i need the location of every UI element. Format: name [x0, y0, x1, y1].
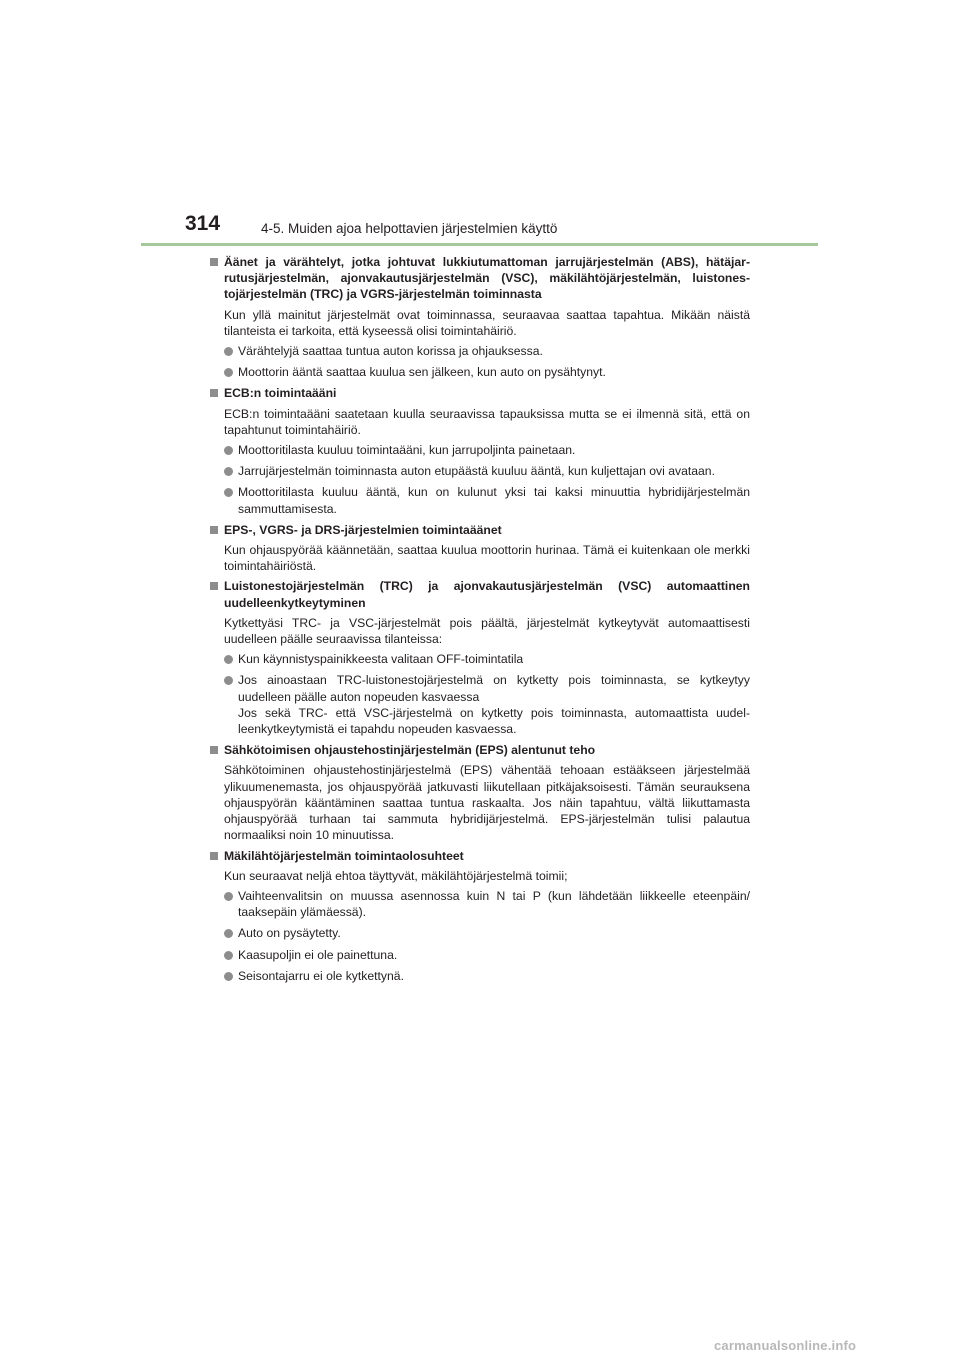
square-bullet-icon [210, 852, 218, 860]
bullet-text: Värähtelyjä saattaa tuntua auton korissa ja ohjauksessa. [238, 344, 543, 359]
round-bullet-icon [224, 951, 233, 960]
section-heading-text: Mäkilähtöjärjestelmän toimintaolosuhteet [224, 848, 464, 863]
round-bullet-icon [224, 467, 233, 476]
bullet-text: Jarrujärjestelmän toiminnasta auton etupäästä kuuluu ääntä, kun kuljettajan ovi avataan. [238, 464, 715, 479]
section-heading-text: Sähkötoimisen ohjaustehostinjärjestelmän (EPS) alentunut teho [224, 743, 596, 758]
section-heading-text: ECB:n toimintaääni [224, 386, 337, 401]
section-title: 4-5. Muiden ajoa helpottavien järjestelmien käyttö [261, 221, 558, 236]
round-bullet-icon [224, 655, 233, 664]
paragraph: Sähkötoiminen ohjaustehostinjärjestelmä (EPS) vähentää tehoaan estääkseen järjestelmää ylikuumenemasta, jos ohjauspyörää jatkuvasti liikutellaan pitkäjaksoisesti. Tämän seurauksena ohjauspyörän kääntäminen saattaa tuntua raskaalta. Jos näin tapahtuu, vältä liikuttamasta ohjauspyörää turhaan tai sammuta hybridijärjestelmä. EPS-järjestelmän tulisi palautua normaaliksi noin 10 minuutissa. [224, 763, 750, 843]
section-heading-text: Äänet ja värähtelyt, jotka johtuvat lukkiutumattoman jarrujärjestelmän (ABS), hätäjarrutusjärjestelmän, ajonvakautusjärjestelmän (VSC), mäkilähtöjärjestelmän, luistonestojärjestelmän (TRC) ja VGRS-järjestelmän toiminnasta [224, 255, 750, 302]
header-rule [141, 243, 818, 246]
bullet-text: Moottoritilasta kuuluu ääntä, kun on kulunut yksi tai kaksi minuuttia hybridijärjestelmän sammuttamisesta. [238, 485, 750, 516]
paragraph: ECB:n toimintaääni saatetaan kuulla seuraavissa tapauksissa mutta se ei ilmennä sitä, että on tapahtunut toimintahäiriö. [224, 406, 750, 437]
square-bullet-icon [210, 258, 218, 266]
page-number: 314 [185, 212, 221, 235]
section-heading-text: Luistonestojärjestelmän (TRC) ja ajonvakautusjärjestelmän (VSC) automaattinen uudelleenkytkeytyminen [224, 579, 750, 610]
round-bullet-icon [224, 676, 233, 685]
square-bullet-icon [210, 746, 218, 754]
round-bullet-icon [224, 446, 233, 455]
bullet-text: Kun käynnistyspainikkeesta valitaan OFF-toimintatila [238, 652, 524, 667]
round-bullet-icon [224, 972, 233, 981]
round-bullet-icon [224, 488, 233, 497]
bullet-item [210, 442, 750, 458]
bullet-text: Jos ainoastaan TRC-luistonestojärjestelmä on kytketty pois toiminnasta, se kytkeytyy uudelleen päälle auton nopeuden kasvaessa [238, 673, 750, 704]
section-heading [210, 848, 750, 864]
bullet-item [210, 343, 750, 359]
paragraph: Kun yllä mainitut järjestelmät ovat toiminnassa, seuraavaa saattaa tapahtua. Mikään näistä tilanteista ei tarkoita, että kyseessä olisi toimintahäiriö. [224, 307, 750, 338]
bullet-item [210, 672, 750, 737]
section-heading [210, 254, 750, 303]
paragraph: Kun seuraavat neljä ehtoa täyttyvät, mäkilähtöjärjestelmä toimii; [224, 868, 568, 883]
bullet-text: Jos sekä TRC- että VSC-järjestelmä on kytketty pois toiminnasta, automaattista uudelleenkytkeytymistä ei tapahdu nopeuden kasvaessa. [238, 705, 750, 737]
paragraph: Kytkettyäsi TRC- ja VSC-järjestelmät pois päältä, järjestelmät kytkeytyvät automaattisesti uudelleen päälle seuraavissa tilanteissa: [224, 615, 750, 647]
bullet-item [210, 925, 750, 941]
bullet-text: Auto on pysäytetty. [238, 926, 341, 941]
round-bullet-icon [224, 929, 233, 938]
round-bullet-icon [224, 347, 233, 356]
bullet-item [210, 651, 750, 667]
bullet-item [210, 463, 750, 479]
bullet-text: Moottoritilasta kuuluu toimintaääni, kun jarrupoljinta painetaan. [238, 443, 576, 458]
watermark[interactable]: carmanualsonline.info [714, 1338, 857, 1353]
bullet-item [210, 968, 750, 984]
section-heading [210, 385, 750, 401]
paragraph: Kun ohjauspyörää käännetään, saattaa kuulua moottorin hurinaa. Tämä ei kuitenkaan ole merkki toimintahäiriöstä. [224, 543, 750, 574]
section-heading [210, 742, 750, 758]
section-heading [210, 578, 750, 610]
bullet-item [210, 484, 750, 516]
bullet-text: Moottorin ääntä saattaa kuulua sen jälkeen, kun auto on pysähtynyt. [238, 365, 606, 380]
square-bullet-icon [210, 389, 218, 397]
bullet-item [210, 947, 750, 963]
section-heading [210, 522, 750, 538]
bullet-item [210, 364, 750, 380]
bullet-item [210, 888, 750, 920]
square-bullet-icon [210, 526, 218, 534]
round-bullet-icon [224, 892, 233, 901]
bullet-text: Vaihteenvalitsin on muussa asennossa kuin N tai P (kun lähdetään liikkeelle eteenpäin/ taaksepäin ylämäessä). [238, 888, 750, 920]
bullet-text: Seisontajarru ei ole kytkettynä. [238, 968, 404, 983]
content [210, 254, 750, 989]
section-heading-text: EPS-, VGRS- ja DRS-järjestelmien toimintaäänet [224, 522, 502, 537]
square-bullet-icon [210, 582, 218, 590]
bullet-text: Kaasupoljin ei ole painettuna. [238, 947, 398, 962]
round-bullet-icon [224, 368, 233, 377]
